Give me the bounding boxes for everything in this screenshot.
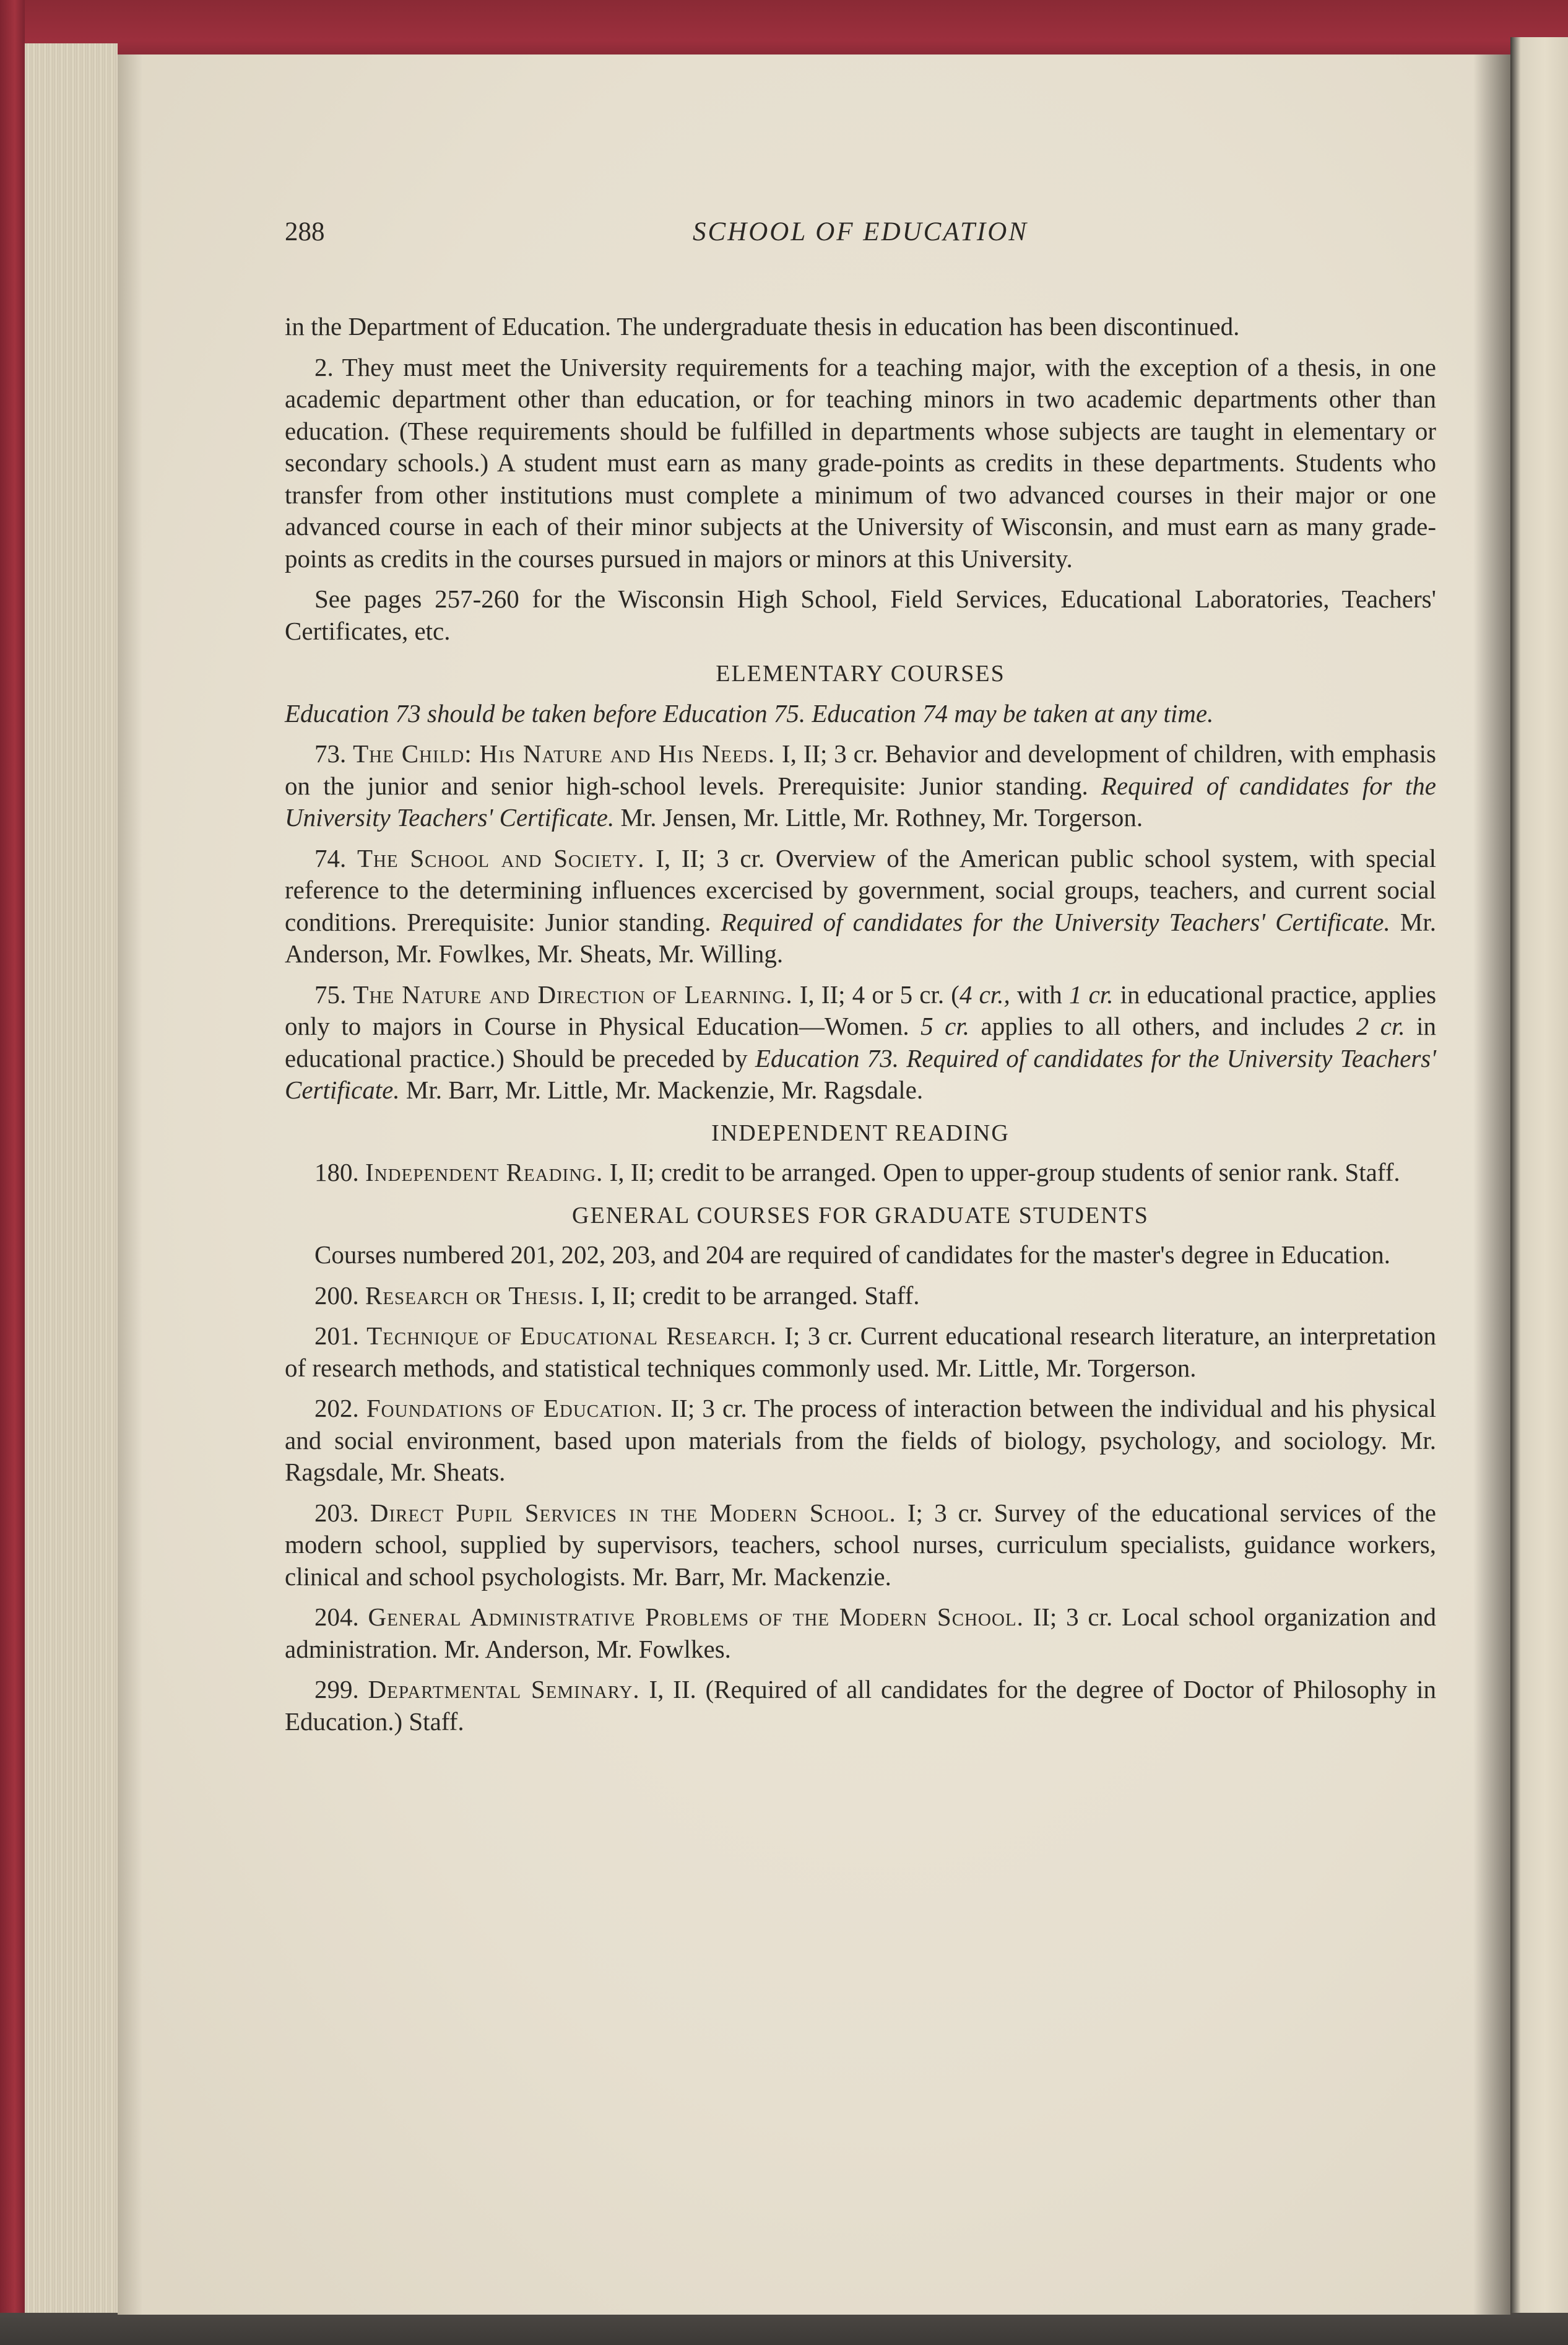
page-number: 288 [285, 217, 325, 246]
course-75 [285, 979, 1436, 1107]
graduate-intro: Courses numbered 201, 202, 203, and 204 are required of candidates for the master's degree in Education. [314, 1240, 1390, 1269]
course-prerequisite-italic: Education 73. [755, 1043, 899, 1072]
course-body-part: applies to all others, and includes [969, 1012, 1356, 1040]
course-title: Independent Reading. [365, 1158, 604, 1186]
course-number: 299. [314, 1675, 359, 1703]
course-204 [285, 1601, 1436, 1665]
course-title: General Administrative Problems of the Modern School. [368, 1603, 1024, 1631]
course-200 [285, 1280, 1436, 1312]
course-requirement: Required of candidates for the University Teachers' Certificate. [285, 771, 1436, 832]
course-74 [285, 843, 1436, 970]
section-heading-independent: INDEPENDENT READING [711, 1120, 1010, 1146]
course-title: Departmental Seminary. [368, 1675, 640, 1703]
course-number: 73. [314, 739, 347, 768]
section-heading-graduate: GENERAL COURSES FOR GRADUATE STUDENTS [572, 1202, 1149, 1229]
course-credit-italic: 4 cr., [959, 980, 1010, 1009]
course-body: I; 3 cr. Current educational research literature, an interpretation of research methods, and statistical techniques commonly used. Mr. Little, Mr. Torgerson. [285, 1321, 1436, 1382]
running-head [285, 217, 1436, 254]
course-title: Technique of Educational Research. [366, 1321, 778, 1350]
course-body: I, II; 3 cr. Behavior and development of children, with emphasis on the junior and senior high-school levels. Prerequisite: Junior standing. [285, 739, 1437, 800]
course-number: 202. [314, 1394, 359, 1422]
section-heading-elementary: ELEMENTARY COURSES [716, 661, 1005, 687]
course-title: Foundations of Education. [366, 1394, 664, 1422]
course-203 [285, 1497, 1436, 1593]
course-number: 204. [314, 1603, 359, 1631]
course-number: 75. [314, 980, 347, 1009]
course-title: The Nature and Direction of Learning. [353, 980, 793, 1009]
course-299 [285, 1674, 1436, 1738]
facing-page-edge [1510, 37, 1568, 2345]
course-number: 180. [314, 1158, 359, 1186]
course-body: II; 3 cr. Local school organization and administration. Mr. Anderson, Mr. Fowlkes. [285, 1603, 1436, 1663]
course-staff: Mr. Anderson, Mr. Fowlkes, Mr. Sheats, Mr. Willing. [285, 907, 1437, 968]
course-body: I; 3 cr. Survey of the educational services of the modern school, supplied by supervisors, teachers, school nurses, curriculum specialists, guidance workers, clinical and school psychologists. Mr. Barr, Mr. Mackenzie. [285, 1498, 1436, 1591]
course-body: I, II; credit to be arranged. Staff. [591, 1281, 920, 1310]
course-title: The School and Society. [357, 843, 645, 872]
course-title: Research or Thesis. [365, 1281, 585, 1310]
course-body: I, II; 3 cr. Overview of the American public school system, with special reference to the determining influences excercised by government, social groups, teachers, and current social conditions. Prerequisite: Junior standing. [285, 843, 1437, 936]
course-body: II; 3 cr. The process of interaction between the individual and his physical and social environment, based upon materials from the fields of biology, psychology, and sociology. Mr. Ragsdale, Mr. Sheats. [285, 1394, 1437, 1486]
course-body-part: in educational practice, applies only to majors in Course in Physical Education—Women. [285, 980, 1437, 1040]
course-title: The Child: His Nature and His Needs. [353, 739, 776, 768]
intro-paragraph-2: 2. They must meet the University requirements for a teaching major, with the exception of a thesis, in one academic department other than education, or for teaching minors in two academic departments other than education. (These requirements should be fulfilled in departments whose subjects are taught in elementary or secondary schools.) A student must earn as many grade-points as credits in these departments. Students who transfer from other institutions must complete a minimum of two advanced courses in their major or one advanced course in each of their minor subjects at the University of Wisconsin, and must earn as many grade-points as credits in the courses pursued in majors or minors at this University. [285, 352, 1436, 573]
course-number: 74. [314, 843, 347, 872]
course-number: 203. [314, 1498, 359, 1527]
course-staff: Mr. Jensen, Mr. Little, Mr. Rothney, Mr. Torgerson. [620, 803, 1143, 832]
course-body-part: in educational practice.) Should be preceded by [285, 1012, 1436, 1072]
course-202 [285, 1393, 1436, 1489]
course-201 [285, 1320, 1436, 1384]
book-cover-spine [0, 0, 25, 2345]
background-bottom [0, 2313, 1568, 2345]
course-requirement: Required of candidates for the University Teachers' Certificate. [285, 1043, 1437, 1104]
course-body: I, II. (Required of all candidates for the degree of Doctor of Philosophy in Education.) Staff. [285, 1675, 1437, 1736]
course-staff: Mr. Barr, Mr. Little, Mr. Mackenzie, Mr. Ragsdale. [405, 1076, 924, 1104]
course-credit-italic: 2 cr. [1356, 1012, 1405, 1040]
course-requirement: Required of candidates for the University Teachers' Certificate. [721, 907, 1390, 936]
course-body-part: I, II; 4 or 5 cr. ( [799, 980, 959, 1009]
course-title: Direct Pupil Services in the Modern School. [370, 1498, 896, 1527]
running-title: SCHOOL OF EDUCATION [693, 217, 1028, 246]
course-credit-italic: 5 cr. [920, 1012, 970, 1040]
page-content [285, 311, 1436, 1746]
course-credit-italic: 1 cr. [1068, 980, 1114, 1009]
course-73 [285, 738, 1436, 834]
course-180 [285, 1157, 1436, 1189]
course-number: 200. [314, 1281, 359, 1310]
course-body-part: with [1010, 980, 1069, 1009]
intro-paragraph-3: See pages 257-260 for the Wisconsin High School, Field Services, Educational Laboratories, Teachers' Certificates, etc. [285, 585, 1436, 645]
elementary-note: Education 73 should be taken before Education 75. Education 74 may be taken at any time. [285, 698, 1214, 728]
intro-paragraph-1: in the Department of Education. The undergraduate thesis in education has been discontinued. [285, 312, 1240, 341]
course-body: I, II; credit to be arranged. Open to upper-group students of senior rank. Staff. [609, 1158, 1400, 1186]
course-number: 201. [314, 1321, 359, 1350]
page-edges [25, 43, 118, 2345]
